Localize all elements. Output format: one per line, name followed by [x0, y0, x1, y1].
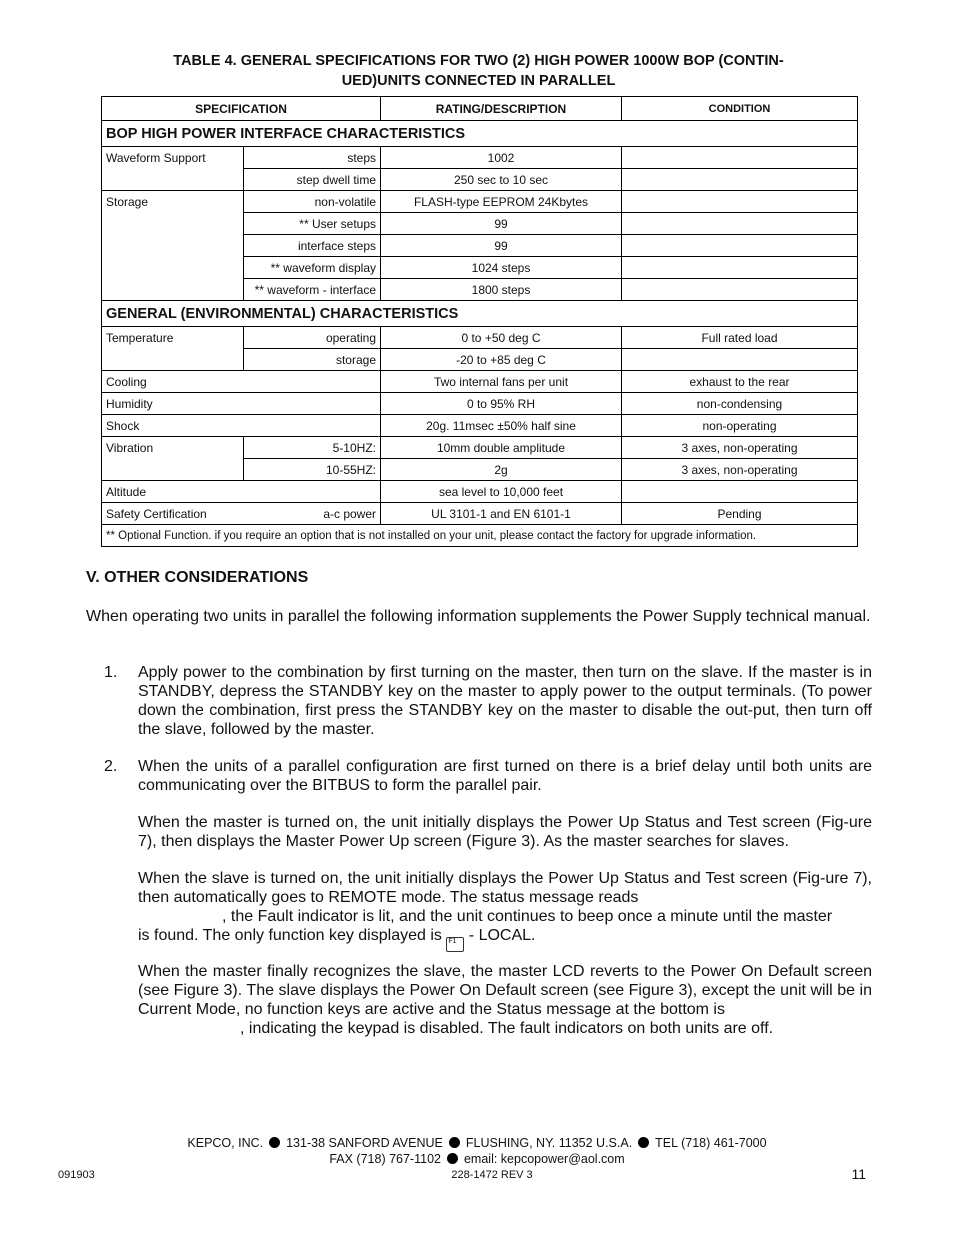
row-rating: 250 sec to 10 sec	[381, 169, 622, 191]
section-general: GENERAL (ENVIRONMENTAL) CHARACTERISTICS	[102, 301, 858, 327]
row-rating: 1800 steps	[381, 279, 622, 301]
f1-key-icon: F1	[446, 937, 464, 952]
final-text-a: When the master finally recognizes the slave, the master LCD reverts to the Power On Default screen (see Figure 3). The slave displays the Power On Default screen (see Figure 3), except the unit will be in Current Mode, no function keys are active and the Status message at the bottom is	[138, 963, 872, 1018]
row-condition	[622, 147, 858, 169]
row-rating: 99	[381, 213, 622, 235]
row-rating: 1024 steps	[381, 257, 622, 279]
table-row	[102, 147, 858, 169]
row-sub: a-c power	[244, 503, 381, 525]
section-bop: BOP HIGH POWER INTERFACE CHARACTERISTICS	[102, 121, 858, 147]
item-number: 2.	[104, 758, 118, 775]
row-name	[102, 235, 244, 257]
bullet-icon	[449, 1137, 460, 1148]
row-name: Humidity	[102, 393, 381, 415]
row-name	[102, 213, 244, 235]
bullet-icon	[447, 1153, 458, 1164]
paragraph-master: When the master is turned on, the unit initially displays the Power Up Status and Test screen (Fig-ure 7), then displays the Master Power Up screen (Figure 3). As the master searches for slaves.	[138, 814, 872, 850]
page-number: 11	[851, 1166, 866, 1182]
slave-text-c	[138, 926, 872, 952]
row-name: Waveform Support	[102, 147, 244, 169]
row-sub: interface steps	[244, 235, 381, 257]
footer-doc-code: 228-1472 REV 3	[451, 1169, 533, 1181]
item-number: 1.	[104, 664, 118, 681]
row-name: Safety Certification	[102, 503, 244, 525]
footer-email: email: kepcopower@aol.com	[463, 1152, 625, 1166]
row-name: Temperature	[102, 327, 244, 349]
row-sub: steps	[244, 147, 381, 169]
row-name	[102, 257, 244, 279]
intro-paragraph: When operating two units in parallel the following information supplements the Power Supply technical manual.	[86, 608, 871, 625]
row-condition: Full rated load	[622, 327, 858, 349]
table-row	[102, 279, 858, 301]
table-row	[102, 327, 858, 349]
row-rating: sea level to 10,000 feet	[381, 481, 622, 503]
row-name	[102, 349, 244, 371]
row-condition: Pending	[622, 503, 858, 525]
row-sub: 5-10HZ:	[244, 437, 381, 459]
header-row	[102, 97, 858, 121]
row-sub: step dwell time	[244, 169, 381, 191]
row-condition	[622, 191, 858, 213]
row-sub: 10-55HZ:	[244, 459, 381, 481]
row-rating: UL 3101-1 and EN 6101-1	[381, 503, 622, 525]
row-rating: -20 to +85 deg C	[381, 349, 622, 371]
row-condition	[622, 169, 858, 191]
row-sub: non-volatile	[244, 191, 381, 213]
row-rating: 2g	[381, 459, 622, 481]
header-condition: CONDITION	[622, 97, 858, 121]
row-rating: 20g. 11msec ±50% half sine	[381, 415, 622, 437]
table-title-line1: TABLE 4. GENERAL SPECIFICATIONS FOR TWO (2) HIGH POWER 1000W BOP (CONTIN-	[173, 53, 784, 69]
row-name	[102, 169, 244, 191]
header-rating: RATING/DESCRIPTION	[381, 97, 622, 121]
footer-line2	[0, 1152, 954, 1166]
row-sub: storage	[244, 349, 381, 371]
table-row	[102, 235, 858, 257]
table-row	[102, 459, 858, 481]
footer-address: 131-38 SANFORD AVENUE	[286, 1136, 443, 1150]
row-name: Cooling	[102, 371, 381, 393]
row-name: Shock	[102, 415, 381, 437]
row-rating: Two internal fans per unit	[381, 371, 622, 393]
row-sub: operating	[244, 327, 381, 349]
row-sub: ** waveform display	[244, 257, 381, 279]
row-name	[102, 279, 244, 301]
header-spec: SPECIFICATION	[102, 97, 381, 121]
final-text-b: , indicating the keypad is disabled. The fault indicators on both units are off.	[240, 1020, 774, 1037]
bullet-icon	[638, 1137, 649, 1148]
row-rating: FLASH-type EEPROM 24Kbytes	[381, 191, 622, 213]
row-name	[102, 459, 244, 481]
row-condition: non-operating	[622, 415, 858, 437]
row-condition	[622, 481, 858, 503]
row-rating: 10mm double amplitude	[381, 437, 622, 459]
table-row	[102, 169, 858, 191]
bullet-icon	[269, 1137, 280, 1148]
table-row	[102, 191, 858, 213]
table-row	[102, 503, 858, 525]
slave-text-c1: is found. The only function key displayed is	[138, 927, 442, 944]
row-condition	[622, 279, 858, 301]
row-rating: 0 to 95% RH	[381, 393, 622, 415]
table-row	[102, 393, 858, 415]
footnote: ** Optional Function. if you require an option that is not installed on your unit, please contact the factory for upgrade information.	[102, 525, 858, 547]
footer-date-code: 091903	[58, 1169, 95, 1181]
table-row	[102, 213, 858, 235]
slave-text-c2: - LOCAL.	[464, 927, 536, 944]
footer-tel: TEL (718) 461-7000	[655, 1136, 767, 1150]
row-condition	[622, 349, 858, 371]
table-title-line2: UED)UNITS CONNECTED IN PARALLEL	[341, 73, 616, 89]
table-row	[102, 437, 858, 459]
item-text: Apply power to the combination by first turning on the master, then turn on the slave. If the master is in STANDBY, depress the STANDBY key on the master to apply power to the output terminals. (To power down the combination, first press the STANDBY key on the master to disable the out-put, then turn off the slave, followed by the master.	[138, 664, 872, 738]
row-sub: ** waveform - interface	[244, 279, 381, 301]
row-name: Storage	[102, 191, 244, 213]
table-row	[102, 371, 858, 393]
row-rating: 99	[381, 235, 622, 257]
footer-city: FLUSHING, NY. 11352 U.S.A.	[465, 1136, 633, 1150]
row-condition: exhaust to the rear	[622, 371, 858, 393]
section-heading: V. OTHER CONSIDERATIONS	[86, 569, 309, 586]
table-row	[102, 349, 858, 371]
paragraph-slave	[138, 869, 872, 952]
row-condition: non-condensing	[622, 393, 858, 415]
slave-text-b: , the Fault indicator is lit, and the unit continues to beep once a minute until the master	[222, 908, 833, 925]
footer-line1	[0, 1136, 954, 1150]
spec-table	[101, 96, 858, 547]
row-rating: 1002	[381, 147, 622, 169]
paragraph-final	[138, 962, 872, 1038]
row-rating: 0 to +50 deg C	[381, 327, 622, 349]
table-title	[100, 51, 857, 91]
row-condition: 3 axes, non-operating	[622, 437, 858, 459]
footer-company: KEPCO, INC.	[187, 1136, 264, 1150]
table-row	[102, 257, 858, 279]
table-row	[102, 415, 858, 437]
table-row	[102, 481, 858, 503]
row-condition	[622, 257, 858, 279]
row-condition: 3 axes, non-operating	[622, 459, 858, 481]
row-condition	[622, 213, 858, 235]
row-name: Altitude	[102, 481, 381, 503]
row-sub: ** User setups	[244, 213, 381, 235]
slave-text-a: When the slave is turned on, the unit initially displays the Power Up Status and Test screen (Fig-ure 7), then automatically goes to REMOTE mode. The status message reads	[138, 870, 872, 906]
row-condition	[622, 235, 858, 257]
footer-fax: FAX (718) 767-1102	[329, 1152, 441, 1166]
row-name: Vibration	[102, 437, 244, 459]
item-text: When the units of a parallel configuration are first turned on there is a brief delay until both units are communicating over the BITBUS to form the parallel pair.	[138, 758, 872, 794]
